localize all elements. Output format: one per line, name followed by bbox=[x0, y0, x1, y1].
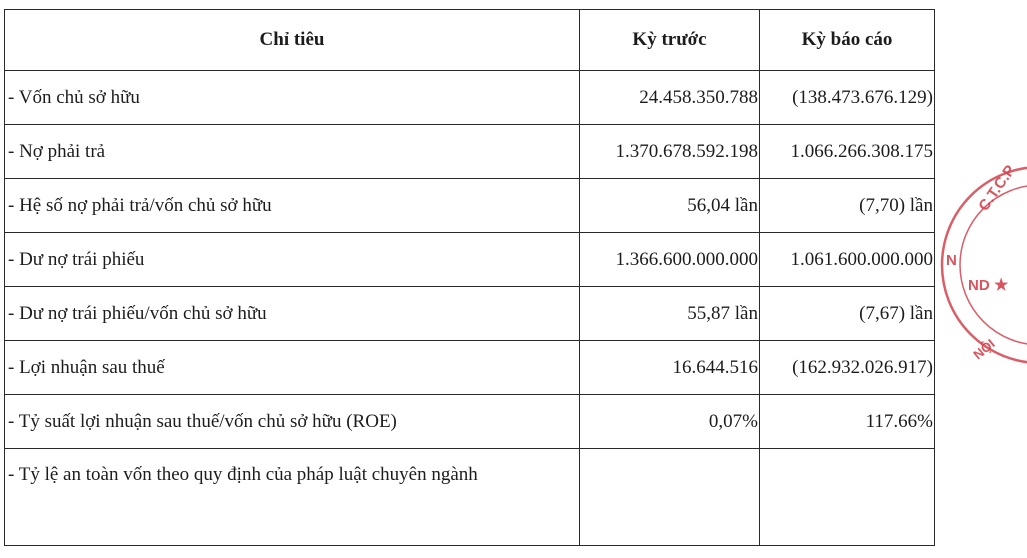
svg-text:C.T.C.P: C.T.C.P bbox=[975, 162, 1019, 215]
financial-indicators-table bbox=[4, 9, 935, 546]
table-row bbox=[5, 395, 935, 449]
row-prev-value: 55,87 lần bbox=[580, 287, 760, 341]
row-label: - Tỷ lệ an toàn vốn theo quy định của pháp luật chuyên ngành bbox=[5, 449, 580, 546]
table-row bbox=[5, 287, 935, 341]
header-previous-period: Kỳ trước bbox=[580, 10, 760, 71]
table-row bbox=[5, 125, 935, 179]
row-prev-value: 1.366.600.000.000 bbox=[580, 233, 760, 287]
row-curr-value: (138.473.676.129) bbox=[760, 71, 935, 125]
row-curr-value bbox=[760, 449, 935, 546]
row-prev-value: 1.370.678.592.198 bbox=[580, 125, 760, 179]
row-label: - Tỷ suất lợi nhuận sau thuế/vốn chủ sở hữu (ROE) bbox=[5, 395, 580, 449]
row-curr-value: (162.932.026.917) bbox=[760, 341, 935, 395]
stamp-mid-text: ND bbox=[968, 277, 990, 294]
svg-text:N: N bbox=[946, 252, 957, 269]
row-prev-value: 16.644.516 bbox=[580, 341, 760, 395]
row-curr-value: 1.061.600.000.000 bbox=[760, 233, 935, 287]
table-row bbox=[5, 341, 935, 395]
row-prev-value: 56,04 lần bbox=[580, 179, 760, 233]
row-label: - Vốn chủ sở hữu bbox=[5, 71, 580, 125]
row-label: - Hệ số nợ phải trả/vốn chủ sở hữu bbox=[5, 179, 580, 233]
table-row bbox=[5, 449, 935, 546]
row-label: - Dư nợ trái phiếu/vốn chủ sở hữu bbox=[5, 287, 580, 341]
header-indicator: Chỉ tiêu bbox=[5, 10, 580, 71]
row-curr-value: 1.066.266.308.175 bbox=[760, 125, 935, 179]
table-row bbox=[5, 71, 935, 125]
row-curr-value: (7,67) lần bbox=[760, 287, 935, 341]
row-curr-value: 117.66% bbox=[760, 395, 935, 449]
table-row bbox=[5, 179, 935, 233]
row-label: - Lợi nhuận sau thuế bbox=[5, 341, 580, 395]
row-prev-value bbox=[580, 449, 760, 546]
header-reporting-period: Kỳ báo cáo bbox=[760, 10, 935, 71]
svg-text:★: ★ bbox=[994, 277, 1009, 294]
row-label: - Dư nợ trái phiếu bbox=[5, 233, 580, 287]
svg-text:NỘI: NỘI bbox=[970, 335, 998, 363]
table-row bbox=[5, 233, 935, 287]
row-curr-value: (7,70) lần bbox=[760, 179, 935, 233]
table-header-row bbox=[5, 10, 935, 71]
row-label: - Nợ phải trả bbox=[5, 125, 580, 179]
row-prev-value: 24.458.350.788 bbox=[580, 71, 760, 125]
company-seal-stamp bbox=[928, 150, 1027, 380]
row-prev-value: 0,07% bbox=[580, 395, 760, 449]
